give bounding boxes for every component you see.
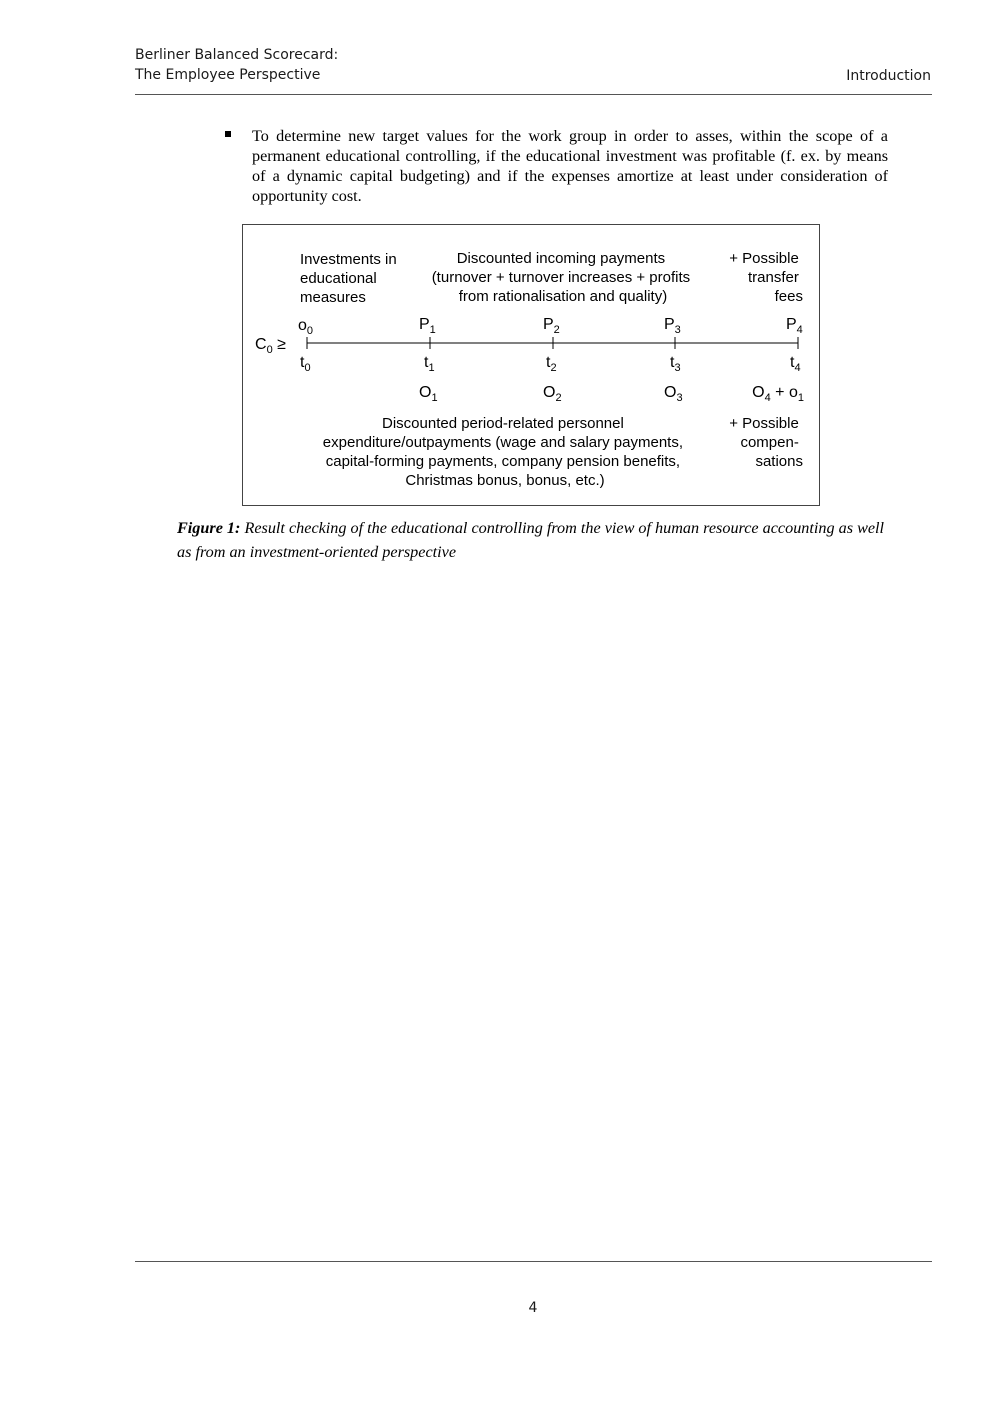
- outflow-label-o1: [419, 384, 438, 404]
- timeline-diagram: [243, 225, 821, 507]
- label-main: t: [300, 354, 305, 371]
- top-right-line: fees: [774, 288, 803, 305]
- caption-text: Result checking of the educational controlling from the view of human resource accounting as well as from an investment-oriented perspective: [177, 519, 885, 561]
- top-left-label: [300, 251, 401, 306]
- bottom-right-line: sations: [755, 453, 803, 470]
- bottom-right-label: [729, 415, 803, 470]
- time-label-t0: [300, 354, 311, 374]
- bottom-right-line: + Possible: [729, 415, 799, 432]
- bottom-center-line: expenditure/outpayments (wage and salary payments,: [322, 434, 684, 451]
- c0-suffix: ≥: [272, 336, 286, 353]
- outflow-label-o3: [664, 384, 683, 404]
- top-left-line: measures: [300, 289, 366, 306]
- upper-label-p2: [543, 316, 560, 336]
- label-subscript: 1: [429, 324, 436, 336]
- label-middle: + o: [770, 384, 798, 401]
- label-subscript: 3: [674, 362, 681, 374]
- label-subscript: 3: [676, 392, 683, 404]
- top-right-line: transfer: [747, 269, 799, 286]
- label-subscript: 4: [794, 362, 801, 374]
- upper-label-p3: [664, 316, 681, 336]
- label-main: t: [424, 354, 429, 371]
- label-main: P: [543, 316, 554, 333]
- bottom-center-line: capital-forming payments, company pension benefits,: [325, 453, 681, 470]
- label-main: o: [298, 317, 307, 334]
- running-header-title: [135, 45, 338, 85]
- bullet-paragraph: To determine new target values for the work group in order to asses, within the scope of a permanent educational controlling, if the educational investment was profitable (f. ex. by means of a dynamic capital budgeting) and if the expenses amortize at least under consideration of opportunity cost.: [252, 127, 888, 205]
- c0-main: C: [255, 336, 267, 353]
- top-left-line: Investments in: [300, 251, 397, 268]
- top-center-line: (turnover + turnover increases + profits: [431, 269, 691, 286]
- label-subscript: 0: [306, 325, 314, 337]
- label-main: O: [752, 384, 765, 401]
- upper-label-o0: [298, 317, 313, 337]
- header-title-line-1: Berliner Balanced Scorecard:: [135, 47, 339, 63]
- label-main: P: [664, 316, 675, 333]
- label-main: O: [543, 384, 556, 401]
- page-number: 4: [528, 1300, 538, 1316]
- time-label-t3: [670, 354, 681, 374]
- time-label-t2: [546, 354, 557, 374]
- label-subscript: 1: [428, 362, 435, 374]
- bottom-center-line: Christmas bonus, bonus, etc.): [405, 472, 605, 489]
- bullet-marker: [225, 131, 231, 137]
- figure-caption: [177, 516, 897, 564]
- top-right-line: + Possible: [729, 250, 799, 267]
- label-subscript: 3: [674, 324, 681, 336]
- footer-rule: [135, 1261, 932, 1262]
- top-center-line: Discounted incoming payments: [456, 250, 666, 267]
- label-subscript: 0: [304, 362, 311, 374]
- top-right-label: [729, 250, 803, 305]
- running-header-section: Introduction: [846, 68, 931, 84]
- label-subscript: 2: [550, 362, 557, 374]
- label-main: P: [419, 316, 430, 333]
- c0-label: [255, 336, 286, 356]
- label-subscript: 1: [431, 392, 438, 404]
- label-subscript: 1: [797, 392, 804, 404]
- label-subscript: 4: [764, 392, 771, 404]
- upper-label-p4: [786, 316, 803, 336]
- bottom-center-label: [323, 415, 687, 489]
- header-title-line-2: The Employee Perspective: [135, 67, 321, 83]
- label-main: O: [419, 384, 432, 401]
- bottom-right-line: compen-: [740, 434, 799, 451]
- label-main: P: [786, 316, 797, 333]
- top-left-line: educational: [300, 270, 377, 287]
- top-center-label: [432, 250, 695, 305]
- label-main: t: [546, 354, 551, 371]
- label-main: O: [664, 384, 677, 401]
- outflow-label-o4-plus-o1: [752, 384, 804, 404]
- top-center-line: from rationalisation and quality): [458, 288, 668, 305]
- c0-subscript: 0: [266, 344, 273, 356]
- time-label-t4: [790, 354, 801, 374]
- figure-diagram: [242, 224, 820, 506]
- label-main: t: [790, 354, 795, 371]
- upper-label-p1: [419, 316, 436, 336]
- label-subscript: 4: [796, 324, 803, 336]
- outflow-label-o2: [543, 384, 562, 404]
- label-subscript: 2: [555, 392, 562, 404]
- caption-label: Figure 1:: [177, 519, 241, 537]
- header-rule: [135, 94, 932, 95]
- time-label-t1: [424, 354, 435, 374]
- bottom-center-line: Discounted period-related personnel: [382, 415, 624, 432]
- label-main: t: [670, 354, 675, 371]
- label-subscript: 2: [553, 324, 560, 336]
